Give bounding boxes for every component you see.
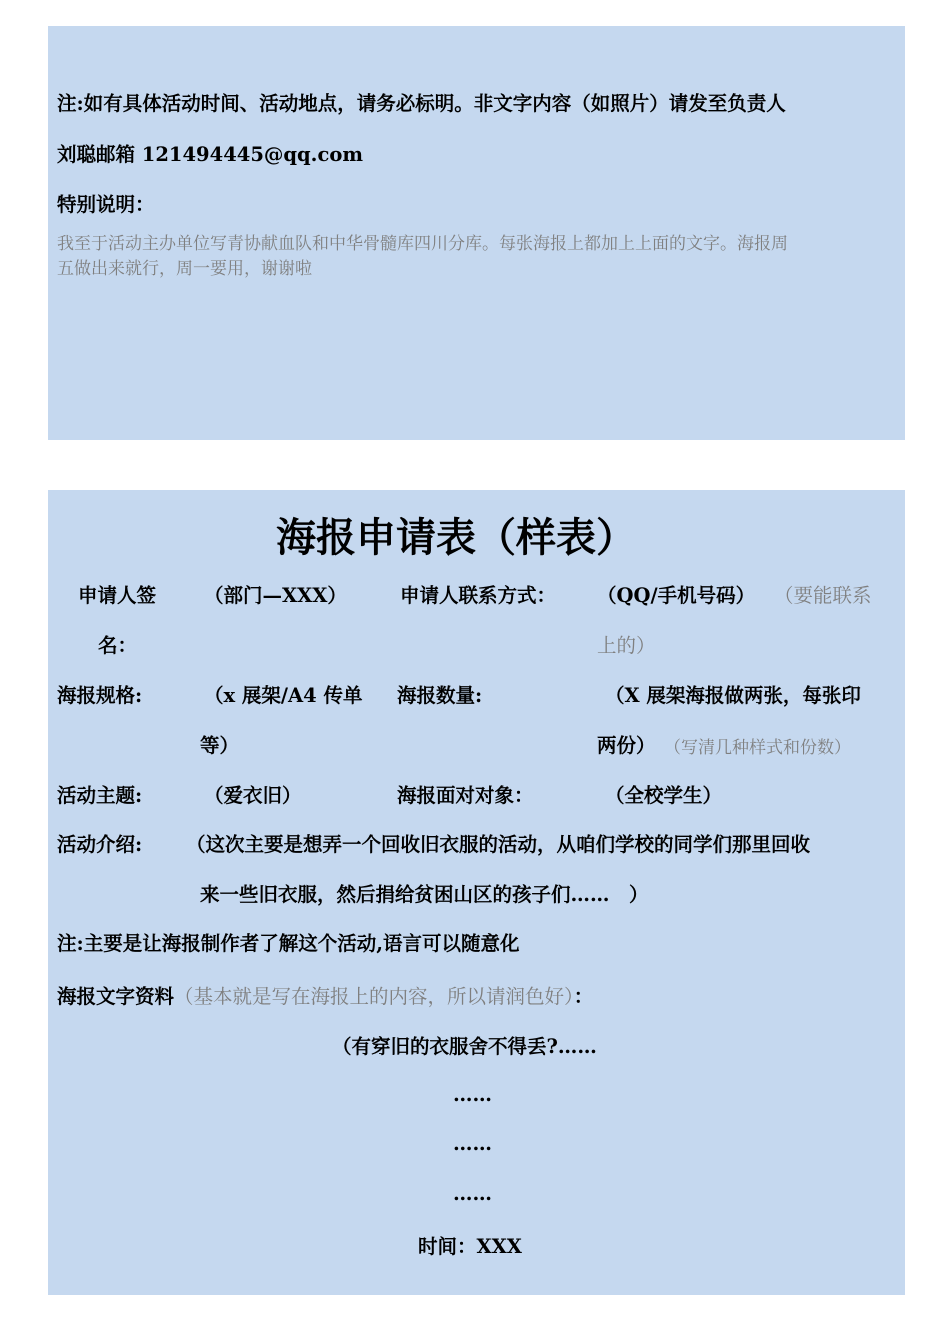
spec-value-cont: 等） <box>200 734 240 757</box>
applicant-value: （部门—XXX） <box>204 584 347 607</box>
quantity-value-cont: 两份） <box>597 734 656 757</box>
applicant-label-cont: 名： <box>98 634 138 657</box>
spec-value: （x 展架/A4 传单 <box>204 684 363 707</box>
poster-copy-hint: （基本就是写在海报上的内容，所以请润色好） <box>174 985 574 1008</box>
poster-copy-heading <box>57 981 593 1009</box>
poster-application-form <box>48 490 905 1295</box>
poster-copy-line-2: …… <box>453 1083 492 1106</box>
poster-copy-colon: ： <box>573 985 594 1008</box>
applicant-label: 申请人签 <box>78 584 157 607</box>
theme-label: 活动主题: <box>57 784 143 807</box>
quantity-label: 海报数量: <box>397 684 483 707</box>
quantity-hint: （写清几种样式和份数） <box>664 738 851 758</box>
poster-time-line: 时间：XXX <box>418 1235 522 1258</box>
audience-value: （全校学生） <box>605 784 723 807</box>
audience-label: 海报面对对象： <box>397 784 534 807</box>
note-line-2-email: 刘聪邮箱 121494445@qq.com <box>57 143 363 166</box>
quantity-value: （X 展架海报做两张，每张印 <box>605 684 861 707</box>
contact-label: 申请人联系方式： <box>400 584 557 607</box>
contact-hint: （要能联系 <box>774 584 872 607</box>
poster-copy-line-3: …… <box>453 1132 492 1155</box>
instructions-panel <box>48 26 905 440</box>
poster-copy-label: 海报文字资料 <box>57 985 175 1008</box>
special-notes-line-2: 五做出来就行，周一要用，谢谢啦 <box>57 259 312 279</box>
intro-label: 活动介绍: <box>57 833 143 856</box>
special-notes-heading: 特别说明： <box>57 193 155 216</box>
contact-value: （QQ/手机号码） <box>597 584 756 607</box>
spec-label: 海报规格: <box>57 684 143 707</box>
poster-copy-line-4: …… <box>453 1182 492 1205</box>
note-line-1: 注:如有具体活动时间、活动地点，请务必标明。非文字内容（如照片）请发至负责人 <box>57 92 786 115</box>
intro-value-cont: 来一些旧衣服，然后捐给贫困山区的孩子们…… ） <box>200 883 649 906</box>
intro-value: （这次主要是想弄一个回收旧衣服的活动，从咱们学校的同学们那里回收 <box>186 833 811 856</box>
theme-value: （爱衣旧） <box>204 784 302 807</box>
form-note: 注:主要是让海报制作者了解这个活动,语言可以随意化 <box>57 932 520 955</box>
poster-copy-line-1: （有穿旧的衣服舍不得丢?…… <box>332 1035 597 1058</box>
form-title: 海报申请表（样表） <box>276 514 636 561</box>
contact-hint-cont: 上的） <box>597 634 656 657</box>
special-notes-line-1: 我至于活动主办单位写青协献血队和中华骨髓库四川分库。每张海报上都加上上面的文字。海报周 <box>57 234 788 254</box>
